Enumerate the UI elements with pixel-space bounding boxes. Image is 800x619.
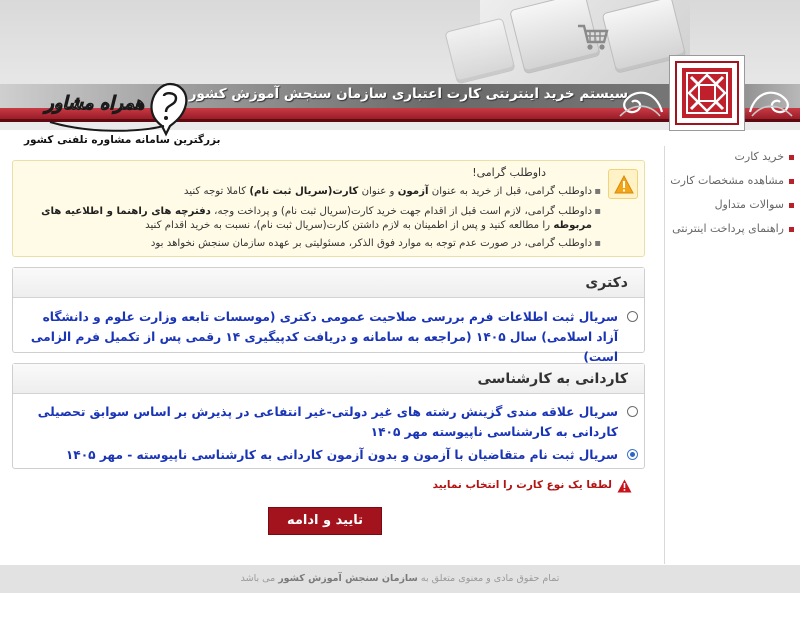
watermark-tagline: بزرگترین سامانه مشاوره تلفنی کشور [24,134,221,146]
notice-line: ▪ داوطلب گرامی، در صورت عدم توجه به موارد فوق الذکر، مسئولیتی بر عهده سازمان سنجش نخواهد بود [150,238,601,249]
card-option[interactable] [13,402,644,442]
notice-emphasis: دفترچه های راهنما و اطلاعیه های [41,206,211,217]
footer-text [0,573,800,584]
sanjesh-emblem [669,55,745,131]
section-title: کاردانی به کارشناسی [13,364,644,394]
bullet-icon [789,179,794,184]
error-text: لطفا یک نوع کارت را انتخاب نمایید [432,479,612,491]
card-option[interactable] [13,307,644,367]
footer-text-part: تمام حقوق مادی و معنوی متعلق به [420,573,560,584]
watermark-name: همراه مشاور [45,93,145,114]
bullet-icon [789,227,794,232]
ornament-icon [616,82,666,122]
notice-line [145,219,592,233]
confirm-continue-button[interactable]: تایید و ادامه [268,507,382,535]
notice-text: کاملا توجه کنید [183,186,247,197]
radio-button-selected[interactable] [627,449,638,460]
ornament-icon [746,82,796,122]
sidebar-item-label: سوالات متداول [714,198,784,211]
card-option-label[interactable]: سریال ثبت اطلاعات فرم بررسی صلاحیت عمومی دکتری (موسسات تابعه وزارت علوم و دانشگاه آزاد اسلامی) سال ۱۴۰۵ (مراجعه به سامانه و دریافت کدپیگیری ۱۴ رقمی پس از تکمیل فرم الزامی است) [30,310,618,364]
sidebar-item-label: خرید کارت [734,150,784,163]
notice-line: ▪ داوطلب گرامی، قبل از خرید به عنوان آزمون و عنوان کارت(سریال ثبت نام) کاملا توجه کنید [183,186,601,197]
footer-org: سازمان سنجش آموزش کشور [278,573,418,584]
sidebar-item-view-card[interactable] [665,174,800,194]
notice-line: ▪ داوطلب گرامی، لازم است قبل از اقدام جهت خرید کارت(سریال ثبت نام) و پرداخت وجه، دفترچه های راهنما و اطلاعیه های [41,206,601,217]
radio-button[interactable] [627,311,638,322]
section-associate-to-bachelor [12,363,645,469]
notice-emphasis: کارت(سریال ثبت نام) [249,186,359,197]
footer [0,565,800,593]
warning-triangle-icon [617,479,632,493]
sidebar-item-faq[interactable] [665,198,800,218]
notice-text: و عنوان [361,186,395,197]
main-content [12,160,645,469]
warning-icon [608,169,638,199]
shopping-cart-icon [576,22,610,59]
card-option-label[interactable]: سریال ثبت نام متقاضیان با آزمون و بدون آزمون کاردانی به کارشناسی ناپیوسته - مهر ۱۴۰۵ [65,448,618,462]
notice-emphasis: آزمون [397,186,429,197]
notice-text: داوطلب گرامی، لازم است قبل از اقدام جهت خرید کارت(سریال ثبت نام) و پرداخت وجه، [214,206,592,217]
sidebar-item-payment-guide[interactable] [665,222,800,242]
notice-text: داوطلب گرامی، در صورت عدم توجه به موارد فوق الذکر، مسئولیتی بر عهده سازمان سنجش نخواهد بود [150,238,592,249]
notice-title: داوطلب گرامی! [472,166,546,179]
bullet-icon [789,155,794,160]
sanjesh-emblem-icon [675,61,739,125]
radio-button[interactable] [627,406,638,417]
sidebar-item-label: مشاهده مشخصات کارت [670,174,784,187]
section-doctorate [12,267,645,364]
footer-text-part: می باشد [240,573,276,584]
notice-text: داوطلب گرامی، قبل از خرید به عنوان [431,186,592,197]
card-option[interactable] [13,445,644,465]
notice-emphasis: مربوطه [553,220,592,231]
notice-box [12,160,645,257]
bullet-icon [789,203,794,208]
keyboard-banner-image [480,0,690,85]
notice-text: را مطالعه کنید و پس از اطمینان به لازم داشتن کارت(سریال ثبت نام)، نسبت به خرید اقدام کنید [145,220,551,231]
site-title: سیستم خرید اینترنتی کارت اعتباری سازمان سنجش آموزش کشور [188,86,628,102]
sidebar-item-label: راهنمای پرداخت اینترنتی [672,222,784,235]
card-option-label[interactable]: سریال علاقه مندی گزینش رشته های غیر دولتی-غیر انتفاعی در پذیرش بر اساس سوابق تحصیلی کاردانی به کارشناسی ناپیوسته مهر ۱۴۰۵ [37,405,618,439]
sidebar-item-buy-card[interactable] [665,150,800,170]
section-title: دکتری [13,268,644,298]
sidebar [664,146,800,564]
